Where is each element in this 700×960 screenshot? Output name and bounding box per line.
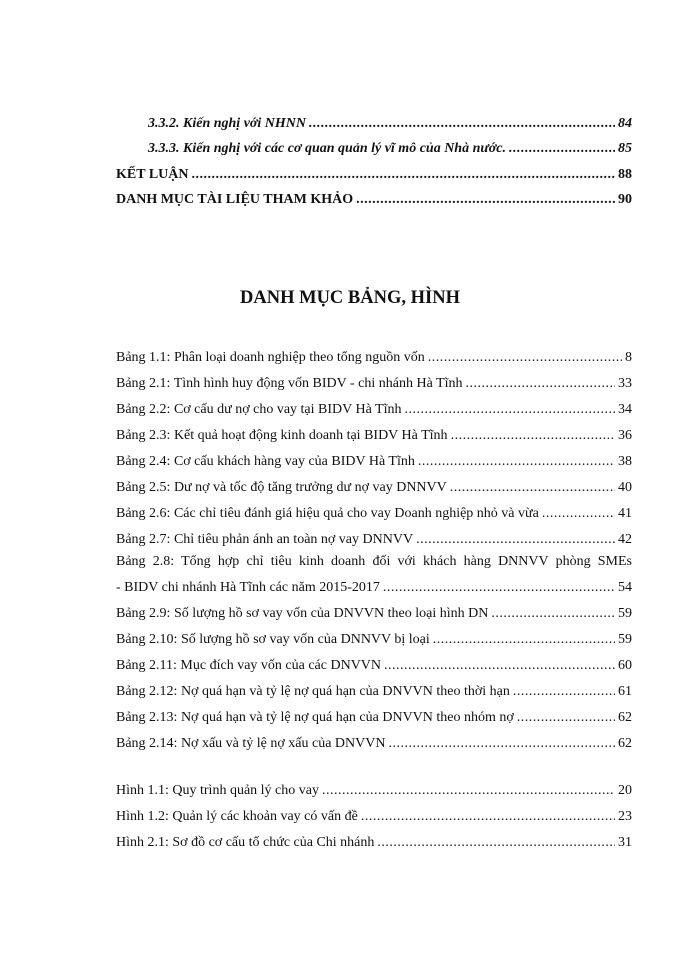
dot-leader (377, 835, 615, 851)
dot-leader (309, 116, 615, 132)
list-item-page: 42 (618, 532, 632, 547)
table-list-item[interactable] (116, 710, 632, 726)
dot-leader (388, 736, 615, 752)
table-list-item[interactable] (116, 480, 632, 496)
list-item-label: Bảng 2.7: Chỉ tiêu phản ánh an toàn nợ vay DNNVV (116, 532, 414, 547)
toc-entry-label: KẾT LUẬN (116, 167, 189, 182)
list-item-page: 61 (618, 684, 632, 699)
list-item-page: 8 (625, 350, 632, 365)
list-item-page: 60 (618, 658, 632, 673)
dot-leader (428, 350, 622, 366)
dot-leader (418, 454, 615, 470)
table-list-item[interactable] (116, 376, 632, 392)
figure-list-item[interactable] (116, 809, 632, 825)
list-item-label: Bảng 2.13: Nợ quá hạn và tỷ lệ nợ quá hạn của DNVVN theo nhóm nợ (116, 710, 514, 725)
table-list-item[interactable] (116, 402, 632, 418)
list-item-page: 34 (618, 402, 632, 417)
list-item-page: 59 (618, 606, 632, 621)
toc-entry-label: 3.3.2. Kiến nghị với NHNN (148, 116, 307, 131)
list-item-label: Bảng 2.5: Dư nợ và tốc độ tăng trưởng dư nợ vay DNNVV (116, 480, 447, 495)
dot-leader (450, 480, 615, 496)
table-list-item-line1[interactable]: Bảng 2.8: Tổng hợp chỉ tiêu kinh doanh đối với khách hàng DNNVV phòng SMEs (116, 554, 632, 569)
dot-leader (451, 428, 615, 444)
list-item-label: Hình 1.2: Quản lý các khoản vay có vấn đề (116, 809, 358, 824)
table-list-item[interactable] (116, 632, 632, 648)
dot-leader (509, 141, 615, 157)
list-item-page: 59 (618, 632, 632, 647)
dot-leader (356, 192, 615, 208)
list-item-page: 41 (618, 506, 632, 521)
table-list-item[interactable] (116, 506, 632, 522)
toc-entry-page: 90 (618, 192, 632, 207)
list-item-page: 33 (618, 376, 632, 391)
list-item-page: 31 (618, 835, 632, 850)
table-list-item[interactable] (116, 684, 632, 700)
dot-leader (384, 658, 615, 674)
list-heading: DANH MỤC BẢNG, HÌNH (240, 288, 460, 308)
toc-entry[interactable] (148, 116, 632, 132)
list-item-label: Bảng 2.4: Cơ cấu khách hàng vay của BIDV Hà Tĩnh (116, 454, 415, 469)
dot-leader (465, 376, 615, 392)
dot-leader (491, 606, 615, 622)
toc-entry-label: 3.3.3. Kiến nghị với các cơ quan quản lý vĩ mô của Nhà nước. (148, 141, 506, 156)
table-list-item[interactable] (116, 580, 632, 596)
list-item-page: 62 (618, 736, 632, 751)
list-item-label: Hình 2.1: Sơ đồ cơ cấu tổ chức của Chi nhánh (116, 835, 375, 850)
list-item-page: 40 (618, 480, 632, 495)
list-item-label: Bảng 2.14: Nợ xấu và tỷ lệ nợ xấu của DNVVN (116, 736, 386, 751)
toc-entry[interactable] (116, 167, 632, 183)
toc-entry[interactable] (116, 192, 632, 208)
list-item-label: Hình 1.1: Quy trình quản lý cho vay (116, 783, 319, 798)
dot-leader (191, 167, 615, 183)
list-item-page: 38 (618, 454, 632, 469)
table-list-item[interactable] (116, 350, 632, 366)
table-list-item[interactable] (116, 736, 632, 752)
list-item-label: Bảng 2.3: Kết quả hoạt động kinh doanh tại BIDV Hà Tĩnh (116, 428, 448, 443)
table-list-item[interactable] (116, 606, 632, 622)
table-list-item[interactable] (116, 658, 632, 674)
dot-leader (405, 402, 615, 418)
list-item-page: 20 (618, 783, 632, 798)
table-list-item[interactable] (116, 428, 632, 444)
dot-leader (416, 532, 615, 548)
list-item-label: Bảng 2.9: Số lượng hồ sơ vay vốn của DNVVN theo loại hình DN (116, 606, 489, 621)
toc-entry-page: 84 (618, 116, 632, 131)
list-item-label: Bảng 2.6: Các chỉ tiêu đánh giá hiệu quả cho vay Doanh nghiệp nhỏ và vừa (116, 506, 539, 521)
toc-entry-page: 85 (618, 141, 632, 156)
dot-leader (513, 684, 615, 700)
dot-leader (517, 710, 615, 726)
figure-list-item[interactable] (116, 835, 632, 851)
list-item-label: - BIDV chi nhánh Hà Tĩnh các năm 2015-2017 (116, 580, 380, 595)
toc-entry[interactable] (148, 141, 632, 157)
table-list-item[interactable] (116, 532, 632, 548)
list-item-label: Bảng 2.11: Mục đích vay vốn của các DNVVN (116, 658, 382, 673)
toc-entry-page: 88 (618, 167, 632, 182)
list-item-label: Bảng 2.2: Cơ cấu dư nợ cho vay tại BIDV Hà Tĩnh (116, 402, 402, 417)
dot-leader (383, 580, 615, 596)
dot-leader (433, 632, 615, 648)
list-item-page: 36 (618, 428, 632, 443)
list-item-page: 54 (618, 580, 632, 595)
dot-leader (361, 809, 615, 825)
dot-leader (542, 506, 615, 522)
list-item-page: 62 (618, 710, 632, 725)
table-list-item[interactable] (116, 454, 632, 470)
dot-leader (322, 783, 615, 799)
list-item-page: 23 (618, 809, 632, 824)
figure-list-item[interactable] (116, 783, 632, 799)
list-item-label: Bảng 2.12: Nợ quá hạn và tỷ lệ nợ quá hạn của DNVVN theo thời hạn (116, 684, 510, 699)
list-item-label: Bảng 2.10: Số lượng hồ sơ vay vốn của DNNVV bị loại (116, 632, 430, 647)
list-item-label: Bảng 2.1: Tình hình huy động vốn BIDV - chi nhánh Hà Tĩnh (116, 376, 463, 391)
toc-entry-label: DANH MỤC TÀI LIỆU THAM KHẢO (116, 192, 354, 207)
list-item-label: Bảng 1.1: Phân loại doanh nghiệp theo tổng nguồn vốn (116, 350, 425, 365)
